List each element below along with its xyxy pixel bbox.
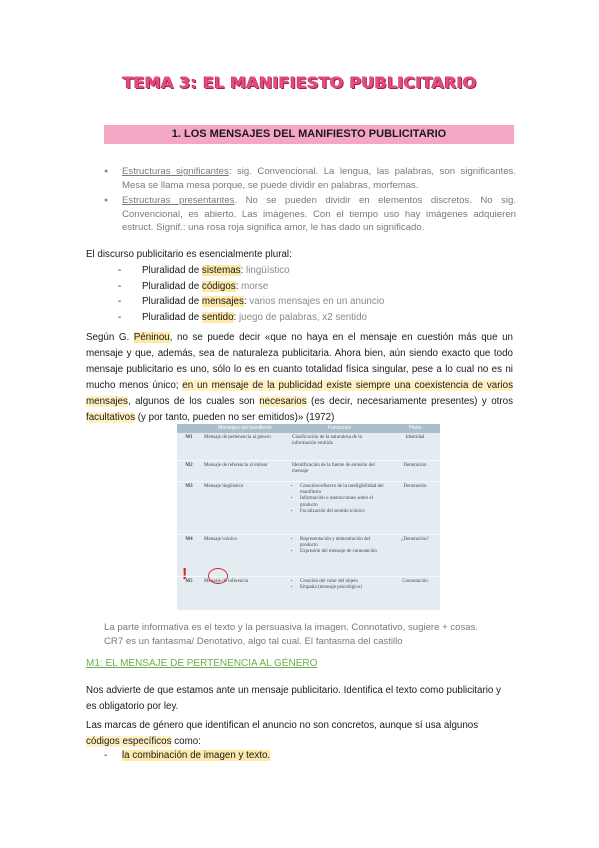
quote-paragraph: Según G. Péninou, no se puede decir «que no haya en el mensaje en cuestión más que un mensaje y que, además, sea de naturaleza publicitaria. Ahora bien, aún siendo exacto que todo mensaje publicitario es uno, sólo lo es en cuanto totalidad física singular, pese a lo cual no es ni mucho menos único; en un mensaje de la publicidad existe siempre una coexistencia de varios mensajes, algunos de los cuales son necesarios (es decir, necesariamente presentes) y otros facultativos (y por tanto, pueden no ser emitidos)» (1972): [86, 332, 513, 423]
highlight: sentido: [201, 311, 234, 323]
definition: : sig. Convencional. La lengua, las palabras, son significantes. Mesa se llama mesa porque, se puede dividir en palabras, morfemas.: [122, 166, 516, 191]
table-header: Mensajes del manifiesto Funciones Plano: [177, 424, 440, 433]
list-item: [104, 194, 516, 235]
exclamation-mark: !: [182, 566, 188, 583]
table-row: M5 Mensaje de inferencia • Creación del valor del objeto • Empatía (mensaje psicológico) Connotación: [177, 577, 440, 614]
highlight: sistemas: [201, 265, 241, 276]
note-line: La parte informativa es el texto y la persuasiva la imagen. Connotativo, sugiere + cosas.: [104, 622, 479, 633]
highlight: la combinación de imagen y texto.: [122, 750, 271, 761]
term: Estructuras significantes: [122, 166, 229, 177]
note-line: CR7 es un fantasma/ Denotativo, algo tal cual. El fantasma del castillo: [104, 636, 403, 647]
plurality-list: [118, 263, 384, 325]
definition: . No se pueden dividir en elementos discretos. No sig. Convencional, es abierto. Las imágenes. Con el tiempo uso hay imágenes adquieren estruct. Signif.: una rosa roja significa amor, le has dado un significado.: [122, 195, 517, 233]
table-row: M1 Mensaje de pertenencia al género Clasificación de la naturaleza de la información emitida Identidad: [177, 433, 440, 461]
highlight: códigos específicos: [86, 735, 172, 747]
table-row: M3 Mensaje lingüístico • Creación/refuerzo de la inteligibilidad del manifiesto • Información o instrucciones sobre el producto • Focalización del sentido icónico Denotación: [177, 482, 440, 535]
m1-list-item: - la combinación de imagen y texto.: [104, 750, 271, 761]
author-highlight: Péninou: [133, 332, 170, 343]
plural-intro: El discurso publicitario es esencialmente plural:: [86, 249, 292, 260]
list-item: - Pluralidad de sistemas: lingüístico: [118, 263, 384, 279]
m1-heading: M1: EL MENSAJE DE PERTENENCIA AL GÉNERO: [86, 658, 318, 669]
m1-paragraph: Nos advierte de que estamos ante un mensaje publicitario. Identifica el texto como publicitario y es obligatorio por ley.: [86, 685, 501, 712]
list-item: - Pluralidad de mensajes: varios mensajes en un anuncio: [118, 294, 384, 310]
notes: [104, 621, 478, 649]
m1-paragraph-2: Las marcas de género que identifican el anuncio no son concretos, aunque sí usa algunos códigos específicos como:: [86, 720, 479, 747]
highlight: en un mensaje de la publicidad existe siempre una coexistencia de varios mensajes: [86, 380, 513, 407]
list-item: [104, 165, 516, 192]
highlight: necesarios: [259, 396, 307, 407]
highlight: facultativos: [86, 412, 136, 423]
table-row: M4 Mensaje icónico • Representación y demostración del producto • Expresión del mensaje de connotación ¿Denotación?: [177, 535, 440, 577]
list-item: - Pluralidad de códigos: morse: [118, 279, 384, 295]
highlight: códigos: [201, 280, 236, 292]
structures-list: [104, 165, 516, 237]
section-heading: 1. LOS MENSAJES DEL MANIFIESTO PUBLICITARIO: [104, 125, 514, 144]
list-item: - Pluralidad de sentido: juego de palabras, x2 sentido: [118, 310, 384, 326]
table-row: M2 Mensaje de referencia al emisor Identificación de la fuente de emisión del mensaje Denotación: [177, 461, 440, 482]
page-title: TEMA 3: EL MANIFIESTO PUBLICITARIO: [122, 73, 477, 92]
highlight: mensajes: [201, 296, 244, 308]
term: Estructuras presentantes: [122, 195, 235, 206]
highlight-circle: [208, 568, 228, 584]
